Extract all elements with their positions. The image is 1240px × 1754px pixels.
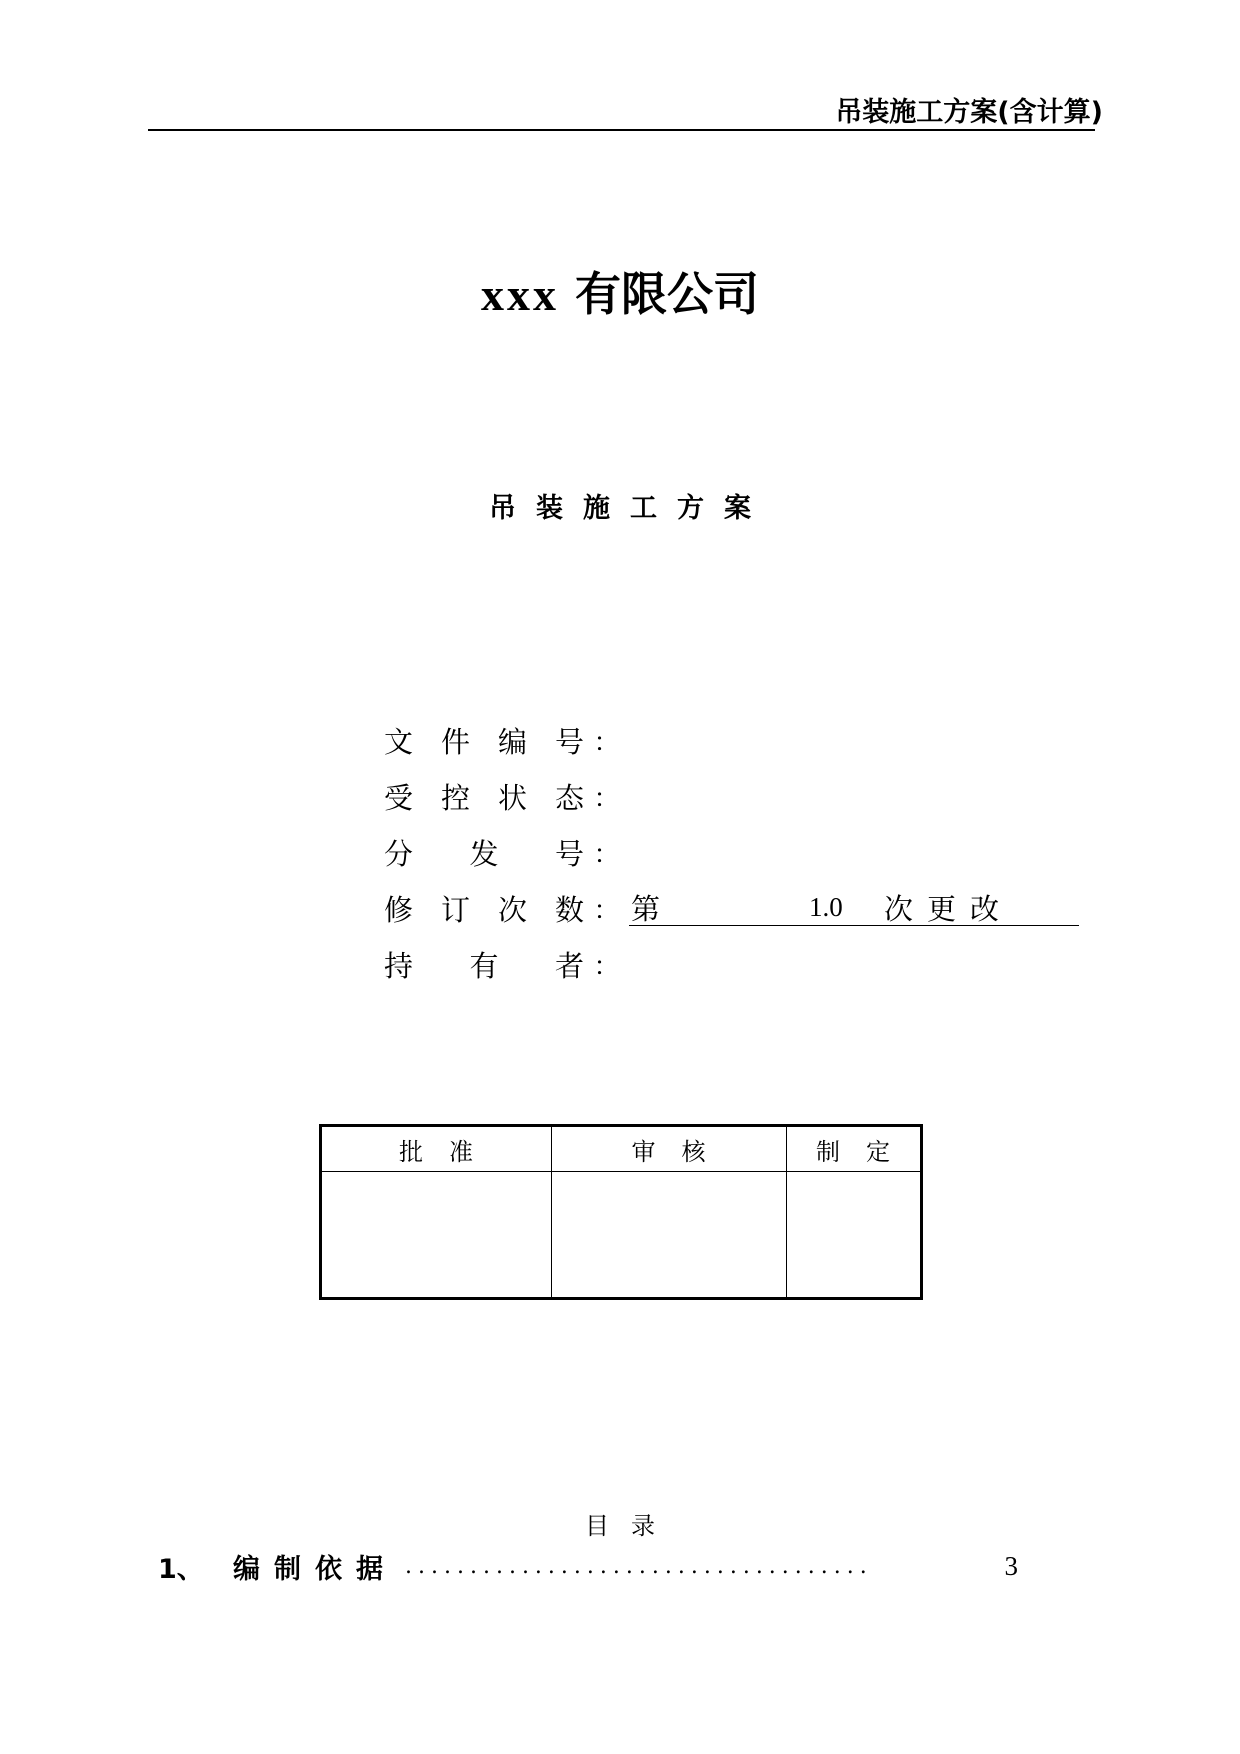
meta-label-char: 有	[469, 948, 499, 983]
meta-label	[384, 832, 584, 873]
approval-header-approve: 批准	[322, 1127, 552, 1172]
meta-label-char: 件	[440, 724, 470, 759]
meta-label-char: 状	[497, 780, 527, 815]
meta-label	[384, 720, 584, 761]
meta-label-char: 发	[469, 836, 499, 871]
meta-label-char: 受	[384, 780, 414, 815]
company-name	[0, 258, 1240, 324]
revision-prefix: 第	[631, 892, 661, 926]
meta-colon: ：	[593, 895, 620, 926]
approval-signature-row	[322, 1172, 920, 1298]
meta-label	[384, 888, 584, 929]
meta-label	[384, 776, 584, 817]
meta-colon: ：	[593, 727, 620, 758]
toc-entry-leader-dots: ....................................	[405, 1553, 873, 1579]
meta-label-char: 控	[440, 780, 470, 815]
meta-label-char: 订	[440, 892, 470, 927]
meta-colon: ：	[593, 951, 620, 982]
document-title: 吊装施工方案	[489, 493, 771, 524]
approval-signature-cell[interactable]	[787, 1172, 921, 1298]
meta-label-char: 者	[554, 948, 584, 983]
meta-row-control-status	[384, 776, 629, 816]
meta-row-file-number	[384, 720, 629, 760]
meta-row-distribution-number	[384, 832, 629, 872]
approval-header-row	[322, 1127, 920, 1172]
meta-label-char: 修	[384, 892, 414, 927]
header-divider	[148, 129, 1095, 131]
company-name-latin: xxx	[480, 269, 559, 320]
toc-entry-text: 编制依据	[233, 1553, 397, 1585]
revision-value-field	[629, 890, 1079, 926]
meta-label-char: 分	[384, 836, 414, 871]
meta-label-char: 编	[497, 724, 527, 759]
meta-label-char: 持	[384, 948, 414, 983]
approval-signature-cell[interactable]	[552, 1172, 787, 1298]
meta-row-holder	[384, 944, 629, 984]
meta-colon: ：	[593, 783, 620, 814]
running-header-title: 吊装施工方案(含计算)	[835, 97, 1103, 128]
meta-label-char: 数	[554, 892, 584, 927]
meta-label-char: 文	[384, 724, 414, 759]
meta-colon: ：	[593, 839, 620, 870]
toc-heading: 目录	[585, 1512, 677, 1540]
approval-table	[319, 1124, 923, 1300]
meta-label-char: 次	[497, 892, 527, 927]
toc-entry-number: 1、	[158, 1553, 204, 1585]
revision-suffix: 次更改	[884, 892, 1014, 926]
approval-signature-cell[interactable]	[322, 1172, 552, 1298]
approval-header-review: 审核	[552, 1127, 787, 1172]
meta-label-char: 号	[554, 724, 584, 759]
meta-label-char: 态	[554, 780, 584, 815]
approval-header-prepare: 制定	[787, 1127, 921, 1172]
meta-label-char: 号	[554, 836, 584, 871]
revision-number: 1.0	[809, 892, 843, 922]
company-name-cjk: 有限公司	[575, 267, 759, 321]
meta-label	[384, 944, 584, 985]
meta-row-revision-count	[384, 888, 1079, 928]
toc-entry[interactable]	[158, 1546, 1018, 1586]
toc-entry-page-number: 3	[1004, 1550, 1018, 1581]
